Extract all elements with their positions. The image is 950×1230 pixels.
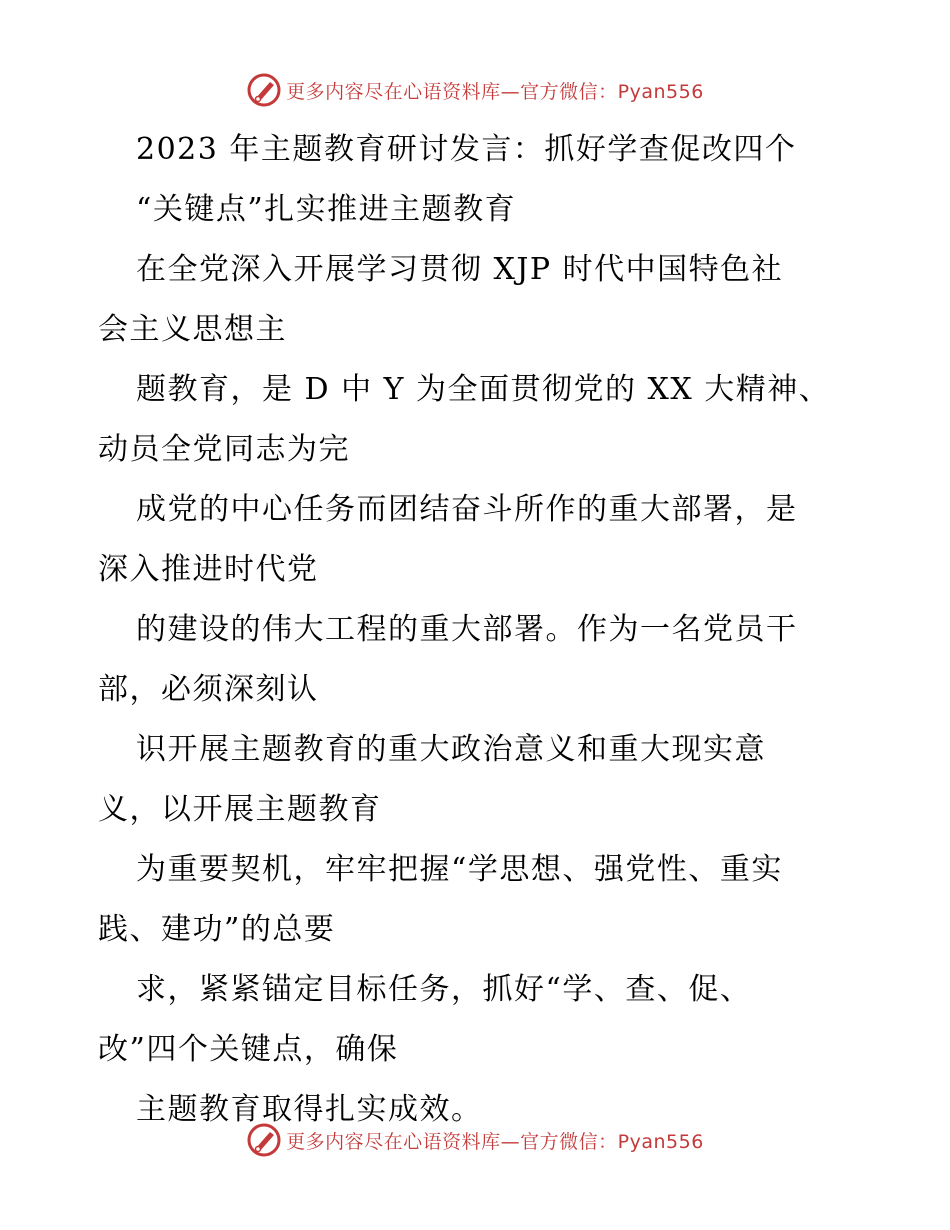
header-watermark	[0, 70, 950, 110]
paragraph-line: 的建设的伟大工程的重大部署。作为一名党员干	[136, 612, 798, 647]
watermark-text: 更多内容尽在心语资料库—官方微信：Pyan556	[286, 1130, 704, 1153]
paragraph-line: 改”四个关键点，确保	[98, 1032, 399, 1067]
paragraph-line: 在全党深入开展学习贯彻 XJP 时代中国特色社	[136, 252, 784, 287]
paragraph-line: 会主义思想主	[98, 312, 287, 347]
paragraph-line: 践、建功”的总要	[98, 912, 336, 947]
paragraph-line: 动员全党同志为完	[98, 432, 350, 467]
title-line-1: 2023 年主题教育研讨发言：抓好学查促改四个	[136, 132, 797, 167]
title-line-2: “关键点”扎实推进主题教育	[136, 192, 517, 227]
paragraph-line: 为重要契机，牢牢把握“学思想、强党性、重实	[136, 852, 783, 887]
paragraph-line: 义，以开展主题教育	[98, 792, 382, 827]
document-body	[98, 120, 868, 1140]
paragraph-line: 深入推进时代党	[98, 552, 319, 587]
paragraph-line: 求，紧紧锚定目标任务，抓好“学、查、促、	[136, 972, 752, 1007]
pen-logo-icon	[246, 1122, 282, 1158]
paragraph-line: 部，必须深刻认	[98, 672, 319, 707]
paragraph-line: 识开展主题教育的重大政治意义和重大现实意	[136, 732, 766, 767]
paragraph-line: 题教育，是 D 中 Y 为全面贯彻党的 XX 大精神、	[136, 372, 831, 407]
footer-watermark	[0, 1120, 950, 1160]
paragraph-line: 主题教育取得扎实成效。	[136, 1092, 483, 1127]
paragraph-line: 成党的中心任务而团结奋斗所作的重大部署，是	[136, 492, 798, 527]
pen-logo-icon	[246, 72, 282, 108]
watermark-text: 更多内容尽在心语资料库—官方微信：Pyan556	[286, 80, 704, 103]
